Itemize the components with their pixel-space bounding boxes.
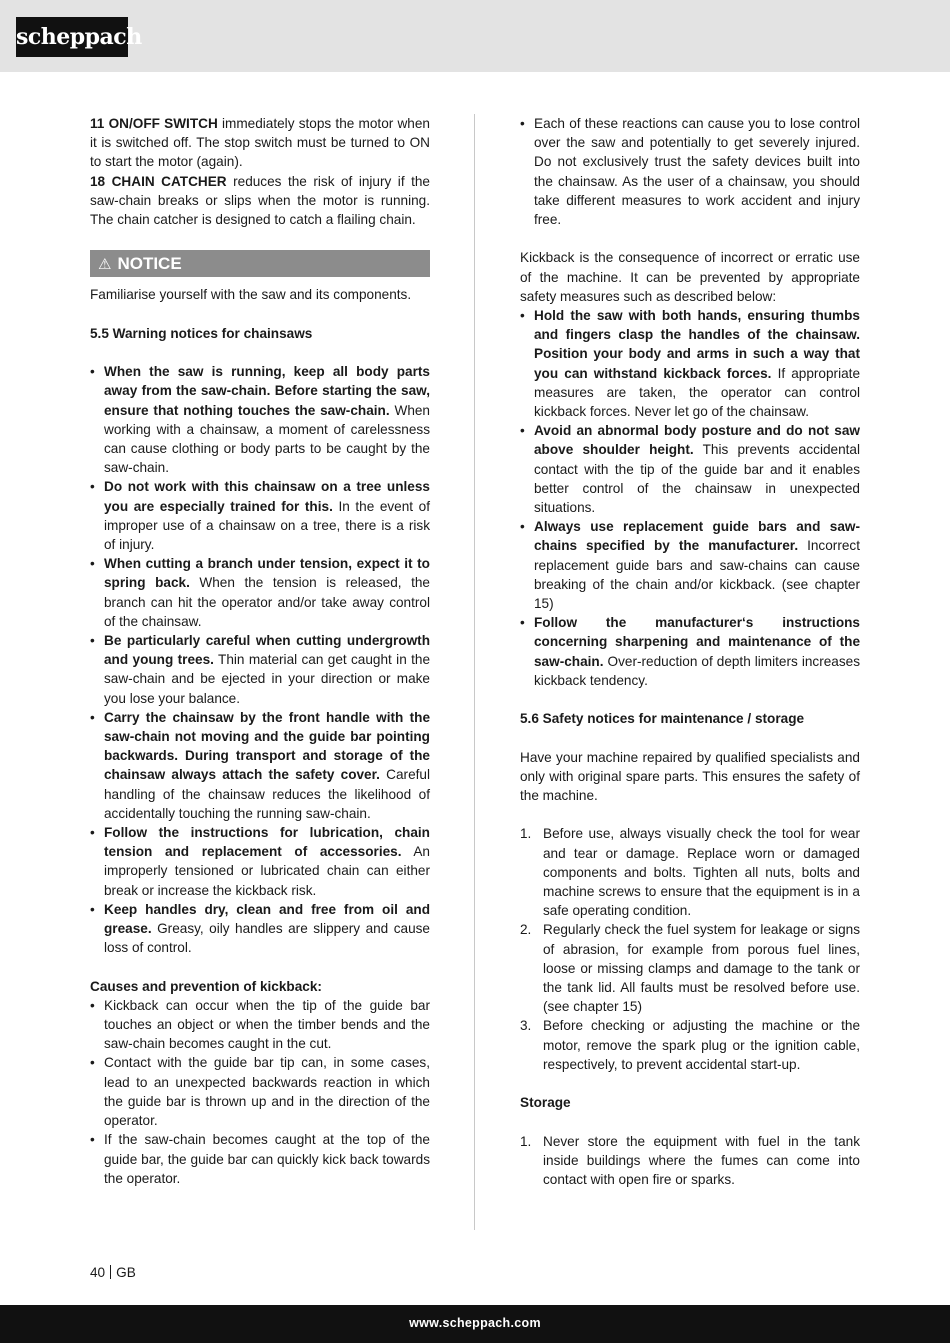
list-item: 1. Never store the equipment with fuel in the tank inside buildings where the fumes can come into contact with open fire or sparks. (520, 1133, 860, 1188)
column-divider (474, 114, 475, 1230)
website-link[interactable]: www.scheppach.com (0, 1305, 950, 1343)
kickback-heading: Causes and prevention of kickback: (90, 978, 322, 994)
page-number: 40 (90, 1265, 106, 1280)
list-item: • Carry the chainsaw by the front handle with the saw-chain not moving and the guide bar pointing backwards. During transport and storage of the chainsaw always attach the safety cover. Careful handling of the chainsaw reduces the likelihood of accidentally touching the running saw-chain. (90, 708, 430, 823)
list-item: • When the saw is running, keep all body parts away from the saw-chain. Before starting the saw, ensure that nothing touches the saw-chain. When working with a chainsaw, a moment of carelessness can cause clothing or body parts to be caught by the saw-chain. (90, 362, 430, 477)
list-item: • Keep handles dry, clean and free from oil and grease. Greasy, oily handles are slippery and cause loss of control. (90, 900, 430, 958)
list-item: • Do not work with this chainsaw on a tree unless you are especially trained for this. In the event of improper use of a chainsaw on a tree, there is a risk of injury. (90, 477, 430, 554)
notice-banner: ⚠ NOTICE (90, 250, 430, 277)
list-item: • Kickback can occur when the tip of the guide bar touches an object or when the timber bends and the saw-chain becomes caught in the cut. (90, 996, 430, 1054)
list-item: 3. Before checking or adjusting the machine or the motor, remove the spark plug or the ignition cable, respectively, to prevent accidental start-up. (520, 1018, 860, 1072)
list-item: • Follow the manufacturer‘s instructions concerning sharpening and maintenance of the saw-chain. Over-reduction of depth limiters increases kickback tendency. (520, 613, 860, 690)
on-off-switch-paragraph: 11 ON/OFF SWITCH immediately stops the motor when it is switched off. The stop switch must be turned to ON to start the motor (again). (90, 116, 430, 170)
scheppach-logo: scheppach (16, 17, 128, 57)
section-heading-5-5: 5.5 Warning notices for chainsaws (90, 325, 313, 341)
prevention-list (520, 306, 860, 690)
list-item: • Contact with the guide bar tip can, in some cases, lead to an unexpected backwards reaction in which the guide bar is thrown up and in the direction of the operator. (90, 1053, 430, 1130)
list-item: 1. Before use, always visually check the tool for wear and tear or damage. Replace worn or damaged components and bolts. Tighten all nuts, bolts and machine screws to ensure that the equipment is in a safe operating condition. (520, 826, 860, 919)
list-item: 2. Regularly check the fuel system for leakage or signs of abrasion, for example from porous fuel lines, loose or missing clamps and damage to the tank or the tank lid. All faults must be resolved before use. (see chapter 15) (520, 922, 860, 1015)
warning-triangle-icon: ⚠ (98, 256, 112, 274)
chain-catcher-paragraph: 18 CHAIN CATCHER reduces the risk of injury if the saw-chain breaks or slips when the motor is running. The chain catcher is designed to catch a flailing chain. (90, 173, 430, 228)
list-item: • Follow the instructions for lubrication, chain tension and replacement of accessories. An improperly tensioned or lubricated chain can either break or increase the kickback risk. (90, 823, 430, 900)
page-footer (90, 1265, 136, 1280)
list-item: • Be particularly careful when cutting undergrowth and young trees. Thin material can get caught in the saw-chain and be ejected in your direction or make you lose your balance. (90, 631, 430, 708)
left-column (90, 114, 430, 1188)
kickback-causes-list (90, 996, 430, 1188)
header-bar (0, 0, 950, 72)
notice-text: Familiarise yourself with the saw and its components. (90, 287, 412, 303)
list-item: • Always use replacement guide bars and saw-chains specified by the manufacturer. Incorrect replacement guide bars and saw-chains can cause breaking of the chain and/or kickback. (see chapter 15) (520, 517, 860, 613)
section-heading-5-6: 5.6 Safety notices for maintenance / storage (520, 711, 805, 727)
list-item: • Hold the saw with both hands, ensuring thumbs and fingers clasp the handles of the chainsaw. Position your body and arms in such a way that you can withstand kickback forces. If appropriate measures are taken, the operator can control kickback forces. Never let go of the chainsaw. (520, 306, 860, 421)
storage-heading: Storage (520, 1095, 571, 1111)
kickback-intro: Kickback is the consequence of incorrect or erratic use of the machine. It can be prevented by appropriate safety measures such as described below: (520, 250, 860, 304)
list-item: • Avoid an abnormal body posture and do not saw above shoulder height. This prevents accidental contact with the tip of the guide bar and it enables better control of the chainsaw in unexpected situations. (520, 421, 860, 517)
list-item: • When cutting a branch under tension, expect it to spring back. When the tension is released, the branch can hit the operator and/or take away control of the chainsaw. (90, 554, 430, 631)
reaction-list (520, 114, 860, 229)
warning-list (90, 362, 430, 957)
storage-steps (520, 1132, 860, 1190)
list-item: • If the saw-chain becomes caught at the top of the guide bar, the guide bar can quickly kick back towards the operator. (90, 1130, 430, 1188)
language-code: GB (116, 1265, 136, 1280)
right-column (520, 114, 860, 1189)
maintenance-steps (520, 824, 860, 1074)
list-item: • Each of these reactions can cause you to lose control over the saw and potentially to get severely injured. Do not exclusively trust the safety devices built into the chainsaw. As the user of a chainsaw, you should take different measures to work accident and injury free. (520, 114, 860, 229)
maintenance-intro: Have your machine repaired by qualified specialists and only with original spare parts. This ensures the safety of the machine. (520, 749, 860, 804)
